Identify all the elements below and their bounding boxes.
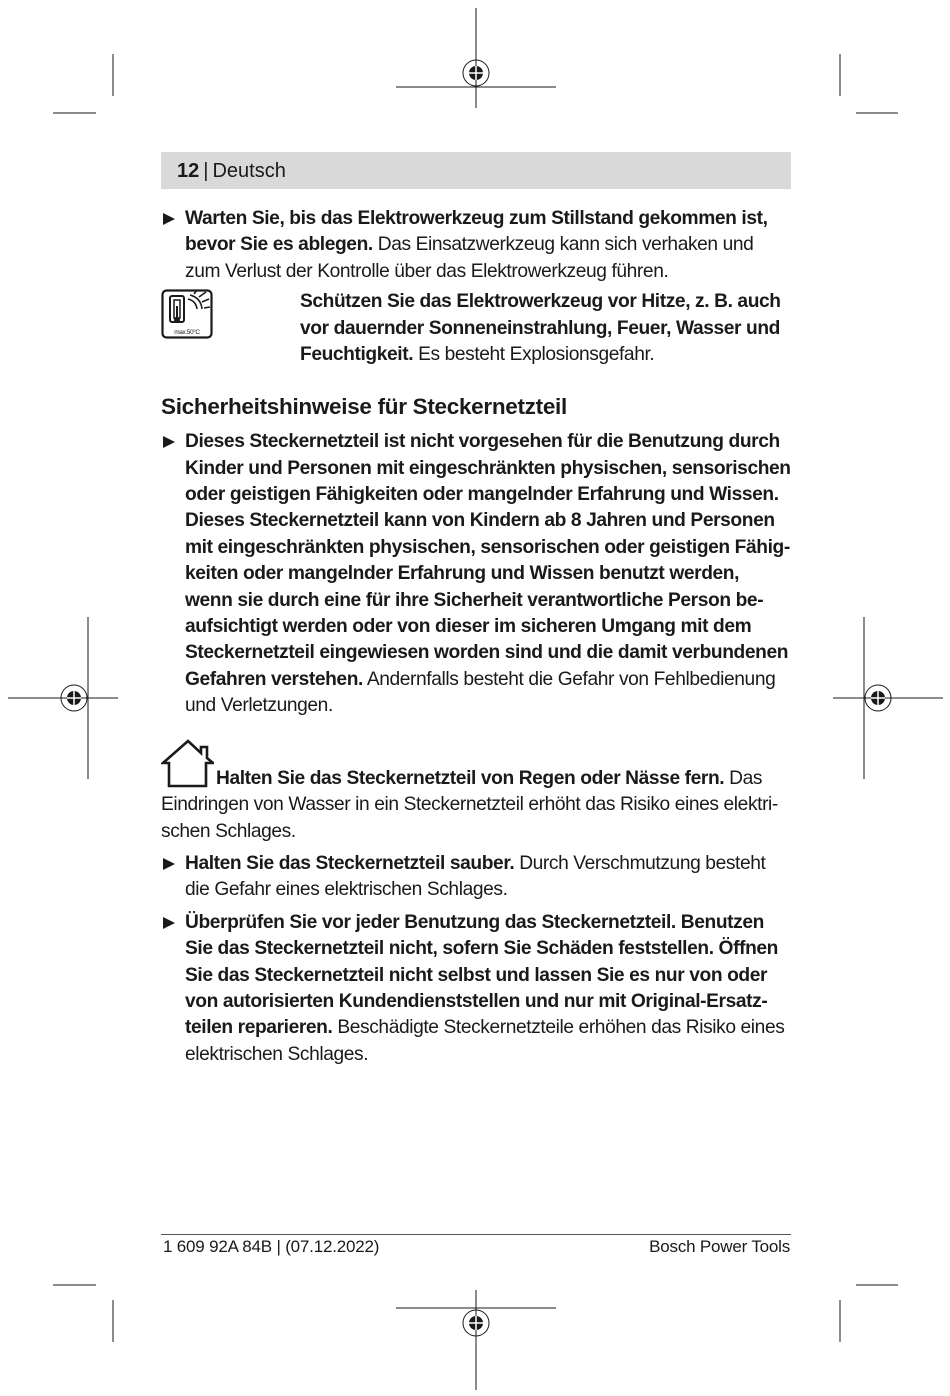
safety-bullet-inspect <box>161 910 791 1068</box>
registration-mark-icon <box>67 691 81 705</box>
bullet-text: Überprüfen Sie vor jeder Benutzung das Steckernetzteil. Benutzen Sie das Steckernetzteil nicht, sofern Sie Schäden feststellen. Öffnen Sie das Steckernetzteil nicht selbst und lassen Sie es nur von oder von autorisierten Kundendienststellen und nur mit Original-Ersatzteilen reparieren. Beschädigte Steckernetzteile erhöhen das Risiko eines elektrischen Schlages. <box>185 911 785 1065</box>
page-content <box>161 206 791 1068</box>
registration-mark-icon <box>469 1316 483 1330</box>
safety-bullet-rest-tool <box>161 206 791 285</box>
bullet-triangle-icon <box>163 917 175 929</box>
heat-icon-caption: max.50°C <box>174 329 200 337</box>
safety-bullet-children <box>161 429 791 719</box>
page-header <box>161 152 791 189</box>
bullet-triangle-icon <box>163 436 175 448</box>
bullet-triangle-icon <box>163 213 175 225</box>
header-text <box>177 159 286 183</box>
page-number: 12 <box>177 160 200 182</box>
safety-indoor-use <box>161 739 791 845</box>
house-indoor-icon <box>161 739 214 788</box>
header-language: Deutsch <box>212 160 286 182</box>
footer-doc-id: 1 609 92A 84B | (07.12.2022) <box>163 1237 380 1256</box>
safety-heat-warning <box>161 289 791 369</box>
indoor-use-text: Halten Sie das Steckernetzteil von Regen oder Nässe fern. Das Eindringen von Wasser in ein Steckernetzteil erhöht das Risiko eines elektrischen Schlages. <box>161 739 791 845</box>
footer-brand: Bosch Power Tools <box>649 1237 790 1256</box>
bullet-triangle-icon <box>163 858 175 870</box>
heat-warning-icon <box>161 289 213 339</box>
bullet-text: Halten Sie das Steckernetzteil sauber. Durch Verschmutzung besteht die Gefahr eines elektrischen Schlages. <box>185 852 766 901</box>
bullet-text: Dieses Steckernetzteil ist nicht vorgesehen für die Benutzung durch Kinder und Personen mit eingeschränkten physischen, sensorischen oder geistigen Fähigkeiten oder mangelnder Erfahrung und Wissen. Dieses Steckernetzteil kann von Kindern ab 8 Jahren und Personen mit eingeschränkten physischen, sensorischen oder geistigen Fähigkeiten oder mangelnder Erfahrung und Wissen benutzt werden, wenn sie durch eine für ihre Sicherheit verantwortliche Person beaufsichtigt werden oder von dieser im sicheren Umgang mit dem Steckernetzteil eingewiesen worden sind und die damit verbundenen Gefahren verstehen. Andernfalls besteht die Gefahr von Fehlbedienung und Verletzungen. <box>185 431 791 717</box>
registration-mark-icon <box>871 691 885 705</box>
bullet-text: Warten Sie, bis das Elektrowerkzeug zum Stillstand gekommen ist, bevor Sie es ablegen. Das Einsatzwerkzeug kann sich verhaken und zum Verlust der Kontrolle über das Elektrowerkzeug führen. <box>185 208 768 282</box>
registration-mark-icon <box>469 66 483 80</box>
header-separator: | <box>203 160 209 182</box>
heat-warning-text: Schützen Sie das Elektrowerkzeug vor Hitze, z. B. auch vor dauernder Sonneneinstrahlung, Feuer, Wasser und Feuchtigkeit. Es besteht Explosionsgefahr. <box>300 291 781 366</box>
section-heading: Sicherheitshinweise für Steckernetzteil <box>161 394 567 420</box>
safety-bullet-clean <box>161 851 791 904</box>
footer-rule <box>161 1234 791 1235</box>
